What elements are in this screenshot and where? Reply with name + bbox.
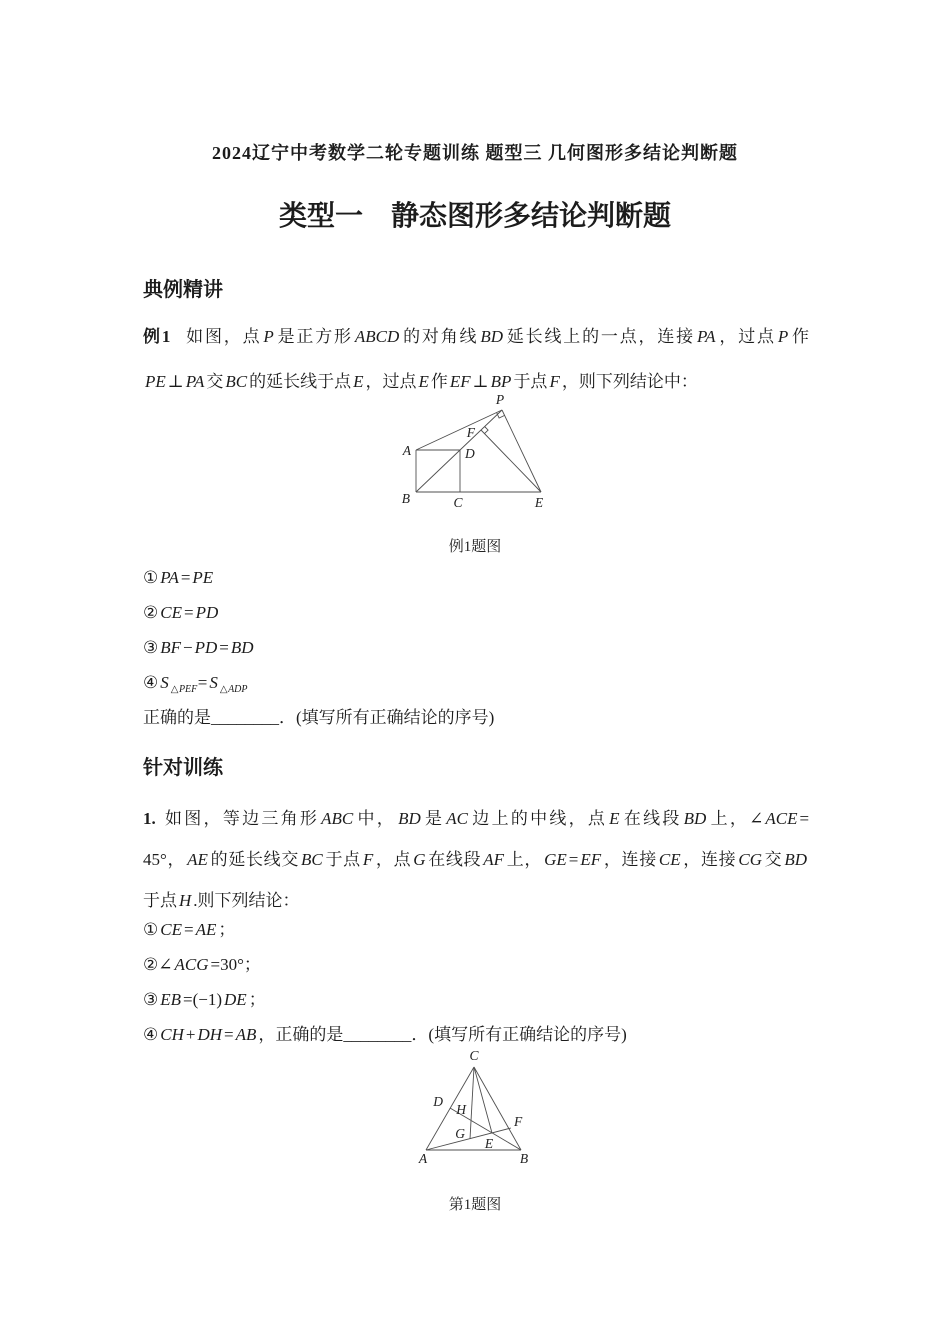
practice-figure [413, 1050, 563, 1175]
figure1-label-A: A [402, 443, 411, 458]
category-heading: 类型一 静态图形多结论判断题 [278, 200, 671, 231]
figure1-label-E: E [534, 495, 544, 510]
practice-problem-number: 1. [143, 809, 156, 828]
figure1-lines [416, 410, 541, 492]
document-title: 2024辽宁中考数学二轮专题训练 题型三 几何图形多结论判断题 [212, 143, 738, 163]
section-heading-practice: 针对训练 [143, 757, 223, 779]
example-figure-svg [393, 390, 563, 520]
example-figure [393, 390, 563, 525]
figure2-label-B: B [519, 1151, 529, 1166]
example-problem-label: 例1 [143, 327, 171, 346]
example-problem-line2: PE ⊥ PA 交 BC 的延长线于点 E ，过点 E 作 EF ⊥ BP 于点 F ，则下列结论中： [145, 372, 698, 391]
figure2-label-F: F [514, 1114, 523, 1129]
figure1-label-D: D [465, 446, 475, 461]
example-problem-line1: 例1 如图，点 P 是正方形 ABCD 的对角线 BD 延长线上的一点，连接 PA ，过点 P 作 [143, 327, 810, 346]
conclusion-item: ③ EB =(−1) DE ； [143, 990, 266, 1009]
figure1-label-F: F [466, 425, 475, 440]
figure1-label-B: B [401, 491, 410, 506]
example-conclusions [143, 560, 823, 707]
figure1-label-P: P [495, 392, 505, 407]
figure2-label-D: D [433, 1094, 443, 1109]
figure2-label-C: C [469, 1050, 479, 1063]
figure1-label-C: C [453, 495, 463, 510]
practice-figure-svg [413, 1050, 563, 1170]
conclusion-item: ③ BF − PD = BD [143, 638, 254, 657]
practice-problem-line3: 于点 H .则下列结论： [143, 891, 300, 910]
section-heading-example: 典例精讲 [143, 279, 223, 301]
conclusion-item: ① PA = PE [143, 568, 214, 587]
figure2-label-E: E [484, 1136, 494, 1151]
practice-problem [143, 798, 809, 921]
figure2-label-G: G [455, 1126, 465, 1141]
figure2-label-H: H [456, 1102, 466, 1117]
example-figure-caption: 例1题图 [448, 539, 502, 555]
practice-problem-line2: 45°， AE 的延长线交 BC 于点 F ，点 G 在线段 AF 上， GE = EF ，连接 CE ，连接 CG 交 BD [143, 850, 808, 869]
right-angle-mark-F [485, 427, 489, 434]
conclusion-item: ④ CH + DH = AB ，正确的是________．(填写所有正确结论的序号) [143, 1025, 627, 1044]
practice-figure-caption: 第1题图 [448, 1197, 502, 1213]
conclusion-item: ② CE = PD [143, 603, 219, 622]
conclusion-item: ① CE = AE ； [143, 920, 236, 939]
practice-problem-line1: 1. 如图，等边三角形 ABC 中， BD 是 AC 边上的中线，点 E 在线段 BD 上，∠ ACE = [143, 809, 810, 828]
example-answer-prompt: 正确的是________．(填写所有正确结论的序号) [143, 708, 495, 727]
figure2-label-A: A [418, 1151, 428, 1166]
practice-conclusions [143, 912, 823, 1052]
conclusion-item: ②∠ ACG =30°； [143, 955, 261, 974]
conclusion-item: ④ S $_{\triangle PEF}$= S $_{\triangle ADP}$ [143, 673, 248, 695]
